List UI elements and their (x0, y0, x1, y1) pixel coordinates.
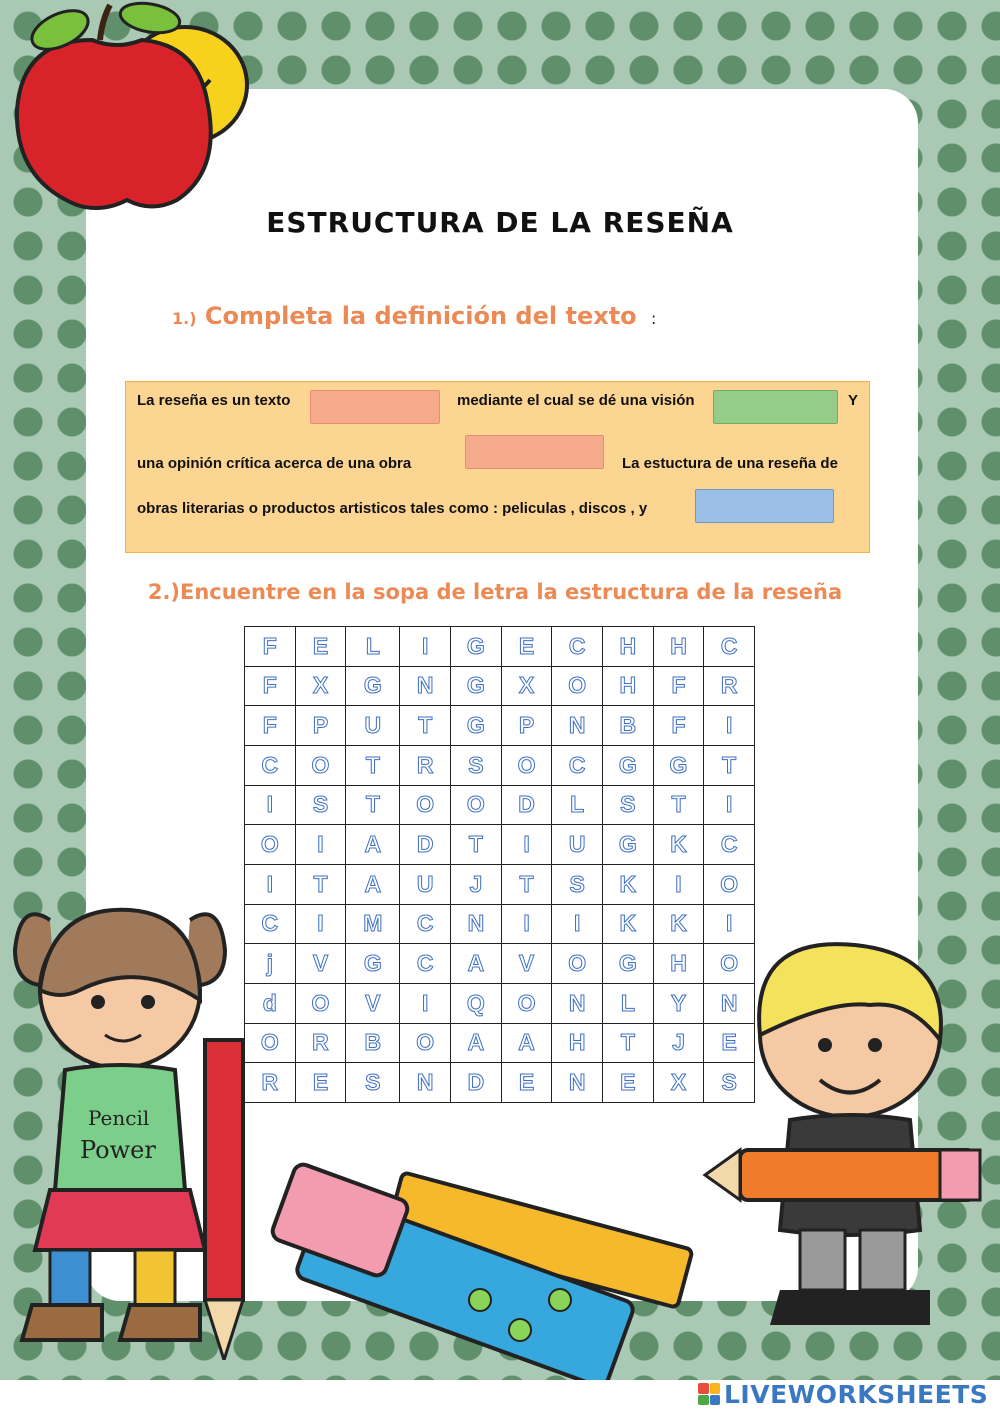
word-search-cell[interactable]: H (603, 627, 654, 667)
question-2-heading: 2.)Encuentre en la sopa de letra la estructura de la reseña (147, 580, 843, 604)
word-search-cell[interactable]: X (501, 666, 552, 706)
word-search-cell[interactable]: N (552, 706, 603, 746)
pencils-illustration (270, 1150, 770, 1380)
word-search-cell[interactable]: I (501, 904, 552, 944)
word-search-row (245, 825, 755, 865)
word-search-cell[interactable]: R (704, 666, 755, 706)
answer-blank-3[interactable] (465, 435, 604, 469)
word-search-cell[interactable]: O (704, 944, 755, 984)
word-search-cell[interactable]: G (346, 944, 400, 984)
word-search-cell[interactable]: O (704, 864, 755, 904)
word-search-cell[interactable]: K (653, 904, 704, 944)
word-search-cell[interactable]: O (552, 944, 603, 984)
word-search-cell[interactable]: N (400, 1063, 451, 1103)
word-search-cell[interactable]: G (346, 666, 400, 706)
word-search-cell[interactable]: O (552, 666, 603, 706)
word-search-cell[interactable]: E (295, 1063, 346, 1103)
word-search-cell[interactable]: C (552, 627, 603, 667)
word-search-cell[interactable]: Y (653, 983, 704, 1023)
word-search-row (245, 706, 755, 746)
word-search-cell[interactable]: R (245, 1063, 296, 1103)
word-search-cell[interactable]: Q (451, 983, 502, 1023)
word-search-cell[interactable]: N (400, 666, 451, 706)
word-search-cell[interactable]: S (704, 1063, 755, 1103)
word-search-cell[interactable]: A (346, 825, 400, 865)
word-search-cell[interactable]: A (451, 1023, 502, 1063)
word-search-cell[interactable]: P (295, 706, 346, 746)
word-search-cell[interactable]: P (501, 706, 552, 746)
word-search-cell[interactable]: K (653, 825, 704, 865)
word-search-cell[interactable]: N (552, 983, 603, 1023)
word-search-cell[interactable]: C (704, 825, 755, 865)
word-search-cell[interactable]: I (400, 983, 451, 1023)
question-1-text: Completa la definición del texto (204, 302, 637, 330)
apples-illustration (0, 0, 260, 215)
word-search-cell[interactable]: B (603, 706, 654, 746)
word-search-cell[interactable]: G (451, 627, 502, 667)
word-search-cell[interactable]: D (451, 1063, 502, 1103)
word-search-cell[interactable]: T (451, 825, 502, 865)
word-search-cell[interactable]: C (245, 904, 296, 944)
word-search-cell[interactable]: I (295, 825, 346, 865)
word-search-cell[interactable]: G (603, 944, 654, 984)
word-search-cell[interactable]: C (552, 745, 603, 785)
word-search-cell[interactable]: d (245, 983, 296, 1023)
word-search-cell[interactable]: J (653, 1023, 704, 1063)
definition-line1-part1: La reseña es un texto (137, 392, 291, 409)
word-search-cell[interactable]: H (552, 1023, 603, 1063)
word-search-cell[interactable]: R (400, 745, 451, 785)
word-search-cell[interactable]: T (295, 864, 346, 904)
word-search-cell[interactable]: U (552, 825, 603, 865)
liveworksheets-logo-icon (698, 1383, 720, 1405)
question-1-colon: : (651, 309, 657, 328)
word-search-cell[interactable]: T (603, 1023, 654, 1063)
word-search-row (245, 983, 755, 1023)
word-search-cell[interactable]: E (704, 1023, 755, 1063)
word-search-row (245, 785, 755, 825)
word-search-cell[interactable]: F (653, 666, 704, 706)
word-search-cell[interactable]: T (653, 785, 704, 825)
word-search-cell[interactable]: I (704, 706, 755, 746)
word-search-cell[interactable]: O (501, 983, 552, 1023)
word-search-cell[interactable]: C (245, 745, 296, 785)
definition-line1-part2: mediante el cual se dé una visión (457, 392, 695, 409)
definition-line2-part2: La estuctura de una reseña de (622, 455, 838, 472)
page-title: ESTRUCTURA DE LA RESEÑA (266, 206, 734, 239)
word-search-cell[interactable]: G (451, 666, 502, 706)
word-search-cell[interactable]: I (245, 864, 296, 904)
word-search-cell[interactable]: F (245, 666, 296, 706)
word-search-cell[interactable]: C (704, 627, 755, 667)
word-search-cell[interactable]: G (603, 825, 654, 865)
word-search-cell[interactable]: S (603, 785, 654, 825)
word-search-cell[interactable]: O (400, 785, 451, 825)
word-search-cell[interactable]: A (346, 864, 400, 904)
word-search-row (245, 745, 755, 785)
word-search-cell[interactable]: G (653, 745, 704, 785)
word-search-cell[interactable]: I (704, 904, 755, 944)
word-search-cell[interactable]: H (603, 666, 654, 706)
word-search-cell[interactable]: E (603, 1063, 654, 1103)
word-search-cell[interactable]: H (653, 944, 704, 984)
word-search-cell[interactable]: T (501, 864, 552, 904)
shirt-text-line2: Power (80, 1136, 156, 1164)
word-search-cell[interactable]: I (295, 904, 346, 944)
word-search-cell[interactable]: I (400, 627, 451, 667)
word-search-cell[interactable]: I (653, 864, 704, 904)
word-search-row (245, 864, 755, 904)
word-search-cell[interactable]: C (400, 944, 451, 984)
word-search-cell[interactable]: F (245, 706, 296, 746)
word-search-cell[interactable]: S (346, 1063, 400, 1103)
word-search-cell[interactable]: V (295, 944, 346, 984)
question-1-heading (172, 302, 656, 330)
answer-blank-1[interactable] (310, 390, 440, 424)
definition-line1-part3: Y (848, 392, 859, 409)
definition-line3-part1: obras literarias o productos artisticos tales como : peliculas , discos , y (137, 500, 648, 517)
word-search-cell[interactable]: L (346, 627, 400, 667)
word-search-cell[interactable]: J (451, 864, 502, 904)
word-search-cell[interactable]: G (451, 706, 502, 746)
girl-illustration (10, 890, 280, 1360)
word-search-cell[interactable]: A (501, 1023, 552, 1063)
word-search-cell[interactable]: L (603, 983, 654, 1023)
word-search-cell[interactable]: N (704, 983, 755, 1023)
definition-box (125, 381, 870, 553)
word-search-cell[interactable]: L (552, 785, 603, 825)
word-search-cell[interactable]: D (400, 825, 451, 865)
word-search-cell[interactable]: D (501, 785, 552, 825)
word-search-row (245, 1023, 755, 1063)
word-search-cell[interactable]: T (704, 745, 755, 785)
word-search-cell[interactable]: O (245, 1023, 296, 1063)
word-search-cell[interactable]: H (653, 627, 704, 667)
word-search-row (245, 627, 755, 667)
word-search-cell[interactable]: T (346, 745, 400, 785)
word-search-cell[interactable]: I (704, 785, 755, 825)
word-search-cell[interactable]: E (295, 627, 346, 667)
liveworksheets-watermark (698, 1379, 988, 1409)
word-search-cell[interactable]: K (603, 864, 654, 904)
word-search-cell[interactable]: E (501, 1063, 552, 1103)
shirt-text-line1: Pencil (88, 1106, 150, 1130)
word-search-cell[interactable]: V (501, 944, 552, 984)
word-search-cell[interactable]: G (603, 745, 654, 785)
word-search-row (245, 944, 755, 984)
word-search-cell[interactable]: S (295, 785, 346, 825)
word-search-cell[interactable]: N (451, 904, 502, 944)
word-search-cell[interactable]: M (346, 904, 400, 944)
watermark-text: LIVEWORKSHEETS (724, 1379, 989, 1409)
word-search-cell[interactable]: O (295, 745, 346, 785)
word-search-cell[interactable]: O (451, 785, 502, 825)
word-search-cell[interactable]: U (400, 864, 451, 904)
word-search-cell[interactable]: F (653, 706, 704, 746)
word-search-cell[interactable]: O (245, 825, 296, 865)
word-search-cell[interactable]: O (501, 745, 552, 785)
word-search-cell[interactable]: X (295, 666, 346, 706)
word-search-row (245, 1063, 755, 1103)
word-search-cell[interactable]: I (501, 825, 552, 865)
word-search-cell[interactable]: T (346, 785, 400, 825)
word-search-cell[interactable]: U (346, 706, 400, 746)
word-search-cell[interactable]: B (346, 1023, 400, 1063)
word-search-cell[interactable]: N (552, 1063, 603, 1103)
word-search-cell[interactable]: R (295, 1023, 346, 1063)
word-search-cell[interactable]: F (245, 627, 296, 667)
word-search-cell[interactable]: I (245, 785, 296, 825)
word-search-cell[interactable]: I (552, 904, 603, 944)
word-search-cell[interactable]: X (653, 1063, 704, 1103)
word-search-cell[interactable]: O (295, 983, 346, 1023)
word-search-cell[interactable]: C (400, 904, 451, 944)
word-search-cell[interactable]: O (400, 1023, 451, 1063)
word-search-grid (244, 626, 755, 1103)
word-search-cell[interactable]: V (346, 983, 400, 1023)
word-search-cell[interactable]: j (245, 944, 296, 984)
definition-line2-part1: una opinión crítica acerca de una obra (137, 455, 412, 472)
question-1-number: 1.) (172, 309, 197, 328)
word-search-cell[interactable]: E (501, 627, 552, 667)
word-search-cell[interactable]: A (451, 944, 502, 984)
word-search-cell[interactable]: T (400, 706, 451, 746)
word-search-row (245, 666, 755, 706)
answer-blank-2[interactable] (713, 390, 838, 424)
word-search-cell[interactable]: S (552, 864, 603, 904)
word-search-row (245, 904, 755, 944)
word-search-cell[interactable]: K (603, 904, 654, 944)
word-search-cell[interactable]: S (451, 745, 502, 785)
answer-blank-4[interactable] (695, 489, 834, 523)
